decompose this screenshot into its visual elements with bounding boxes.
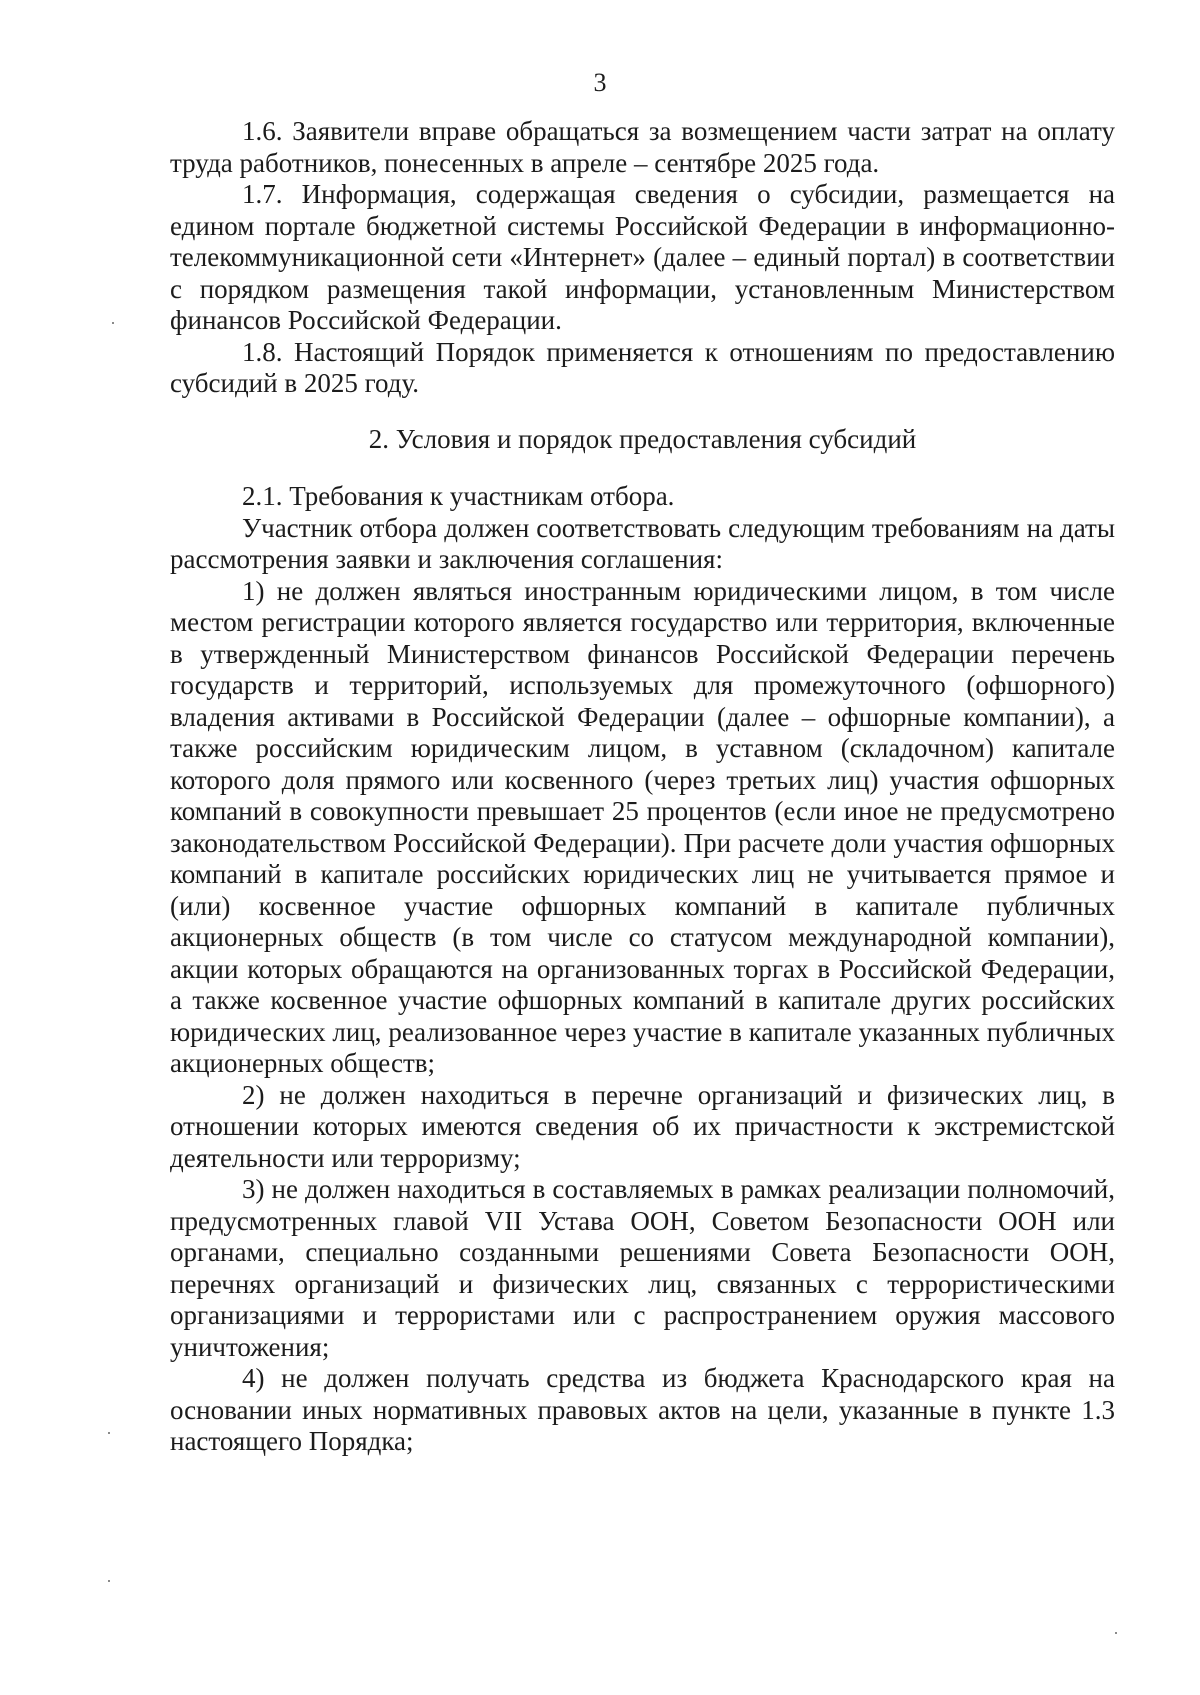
scan-speck: [108, 1580, 110, 1582]
document-body: [170, 116, 1115, 1458]
scan-speck: [108, 1432, 110, 1434]
paragraph-2-1: 2.1. Требования к участникам отбора.: [242, 481, 675, 511]
list-item-3: 3) не должен находиться в составляемых в рамках реализации полномочий, предусмотренных главой VII Устава ООН, Советом Безопасности ООН или органами, специально созданными решениями Совета Безопасности ООН, перечнях организаций и физических лиц, связанных с террористическими организациями и террористами или с распространением оружия массового уничтожения;: [170, 1174, 1115, 1362]
scan-speck: [112, 322, 114, 324]
paragraph-1-7: 1.7. Информация, содержащая сведения о субсидии, размещается на едином портале бюджетной системы Российской Федерации в информационно-телекоммуникационной сети «Интернет» (далее – единый портал) в соответствии с порядком размещения такой информации, установленным Министерством финансов Российской Федерации.: [170, 179, 1115, 335]
paragraph-requirements-intro: Участник отбора должен соответствовать следующим требованиям на даты рассмотрения заявки и заключения соглашения:: [170, 512, 1115, 574]
list-item-4: 4) не должен получать средства из бюджета Краснодарского края на основании иных нормативных правовых актов на цели, указанные в пункте 1.3 настоящего Порядка;: [170, 1363, 1115, 1456]
scan-speck: [1115, 1632, 1117, 1634]
section-heading: 2. Условия и порядок предоставления субсидий: [368, 423, 917, 454]
page-number: 3: [593, 68, 607, 97]
paragraph-1-6: 1.6. Заявители вправе обращаться за возмещением части затрат на оплату труда работников, понесенных в апреле – сентябре 2025 года.: [170, 116, 1115, 178]
list-item-1: 1) не должен являться иностранным юридическими лицом, в том числе местом регистрации которого является государство или территория, включенные в утвержденный Министерством финансов Российской Федерации перечень государств и территорий, используемых для промежуточного (офшорного) владения активами в Российской Федерации (далее – офшорные компании), а также российским юридическим лицом, в уставном (складочном) капитале которого доля прямого или косвенного (через третьих лиц) участия офшорных компаний в совокупности превышает 25 процентов (если иное не предусмотрено законодательством Российской Федерации). При расчете доли участия офшорных компаний в капитале российских юридических лиц не учитывается прямое и (или) косвенное участие офшорных компаний в капитале публичных акционерных обществ (в том числе со статусом международной компании), акции которых обращаются на организованных торгах в Российской Федерации, а также косвенное участие офшорных компаний в капитале других российских юридических лиц, реализованное через участие в капитале указанных публичных акционерных обществ;: [170, 575, 1115, 1078]
list-item-2: 2) не должен находиться в перечне организаций и физических лиц, в отношении которых имеются сведения об их причастности к экстремистской деятельности или терроризму;: [170, 1079, 1115, 1173]
paragraph-1-8: 1.8. Настоящий Порядок применяется к отношениям по предоставлению субсидий в 2025 году.: [170, 336, 1115, 398]
